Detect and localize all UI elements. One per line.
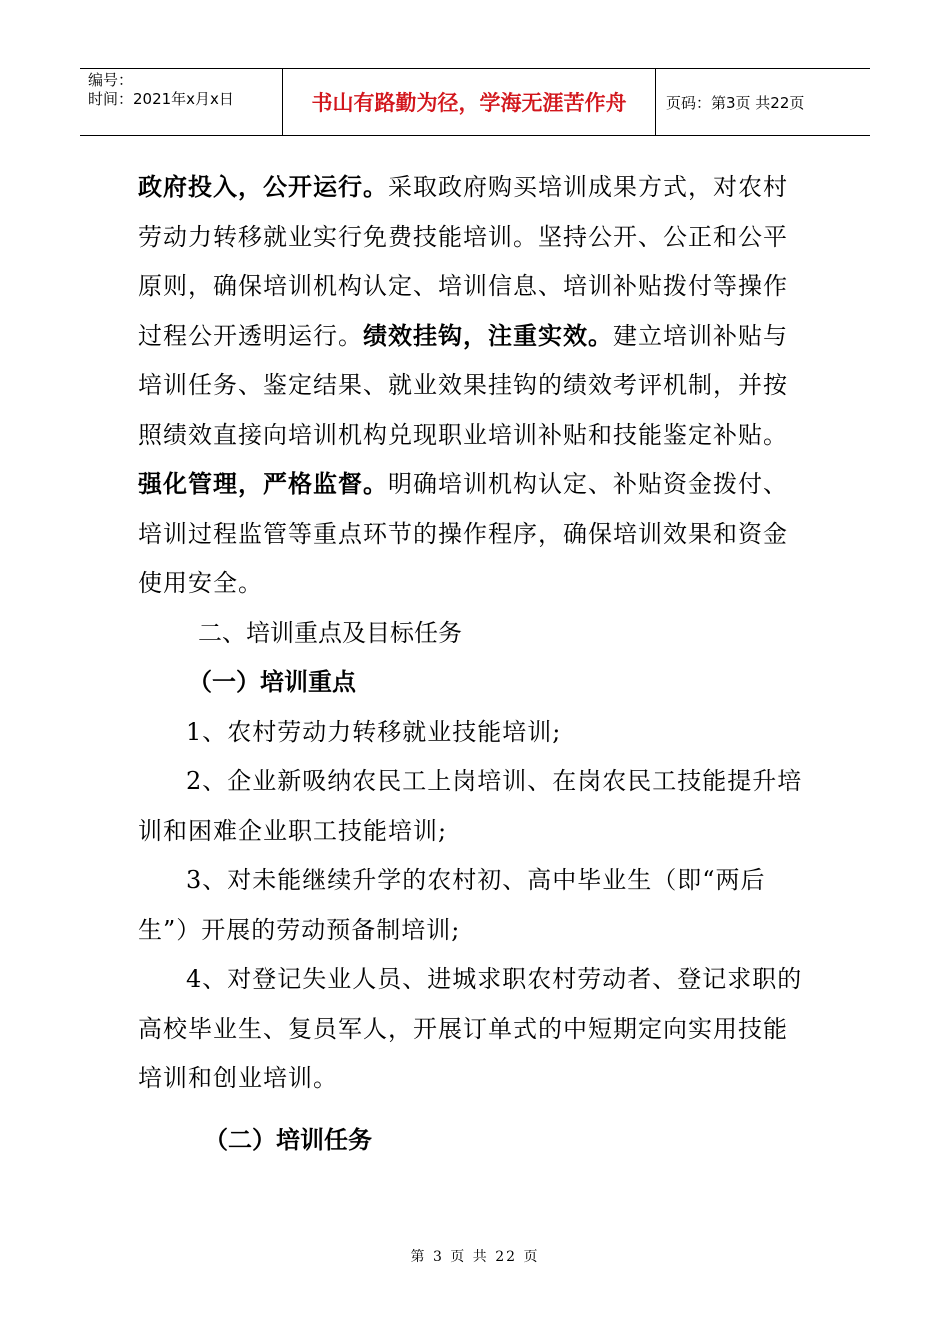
header-meta xyxy=(80,69,283,135)
document-header xyxy=(80,68,870,136)
header-page-info: 页码：第3页 共22页 xyxy=(666,93,805,112)
header-motto: 书山有路勤为径，学海无涯苦作舟 xyxy=(283,69,656,135)
section-heading: 二、培训重点及目标任务 xyxy=(198,618,462,647)
list-item: 3、对未能继续升学的农村初、高中毕业生（即“两后生”）开展的劳动预备制培训; xyxy=(138,866,766,944)
bold-phrase: 政府投入，公开运行。 xyxy=(138,173,388,201)
bold-phrase: 绩效挂钩，注重实效。 xyxy=(363,321,613,350)
time-label: 时间：2021年x月x日 xyxy=(88,90,234,108)
paragraph-text: 明确培训机构认定、补贴资金拨付、培训过程监管等重点环节的操作程序，确保培训效果和资金使用安全。 xyxy=(138,470,788,597)
paragraph-text: 建立培训补贴与培训任务、鉴定结果、就业效果挂钩的绩效考评机制，并按照绩效直接向培训机构兑现职业培训补贴和技能鉴定补贴。 xyxy=(138,321,788,449)
page-footer: 第 3 页 共 22 页 xyxy=(410,1249,540,1265)
subsection-heading: （一）培训重点 xyxy=(188,668,356,696)
paragraph-principles xyxy=(138,163,812,460)
list-item: 4、对登记失业人员、进城求职农村劳动者、登记求职的高校毕业生、复员军人，开展订单式的中短期定向实用技能培训和创业培训。 xyxy=(138,965,803,1092)
list-item: 1、农村劳动力转移就业技能培训; xyxy=(186,717,562,746)
paragraph-supervision xyxy=(138,460,812,609)
document-body xyxy=(138,163,812,1165)
subsection-heading: （二）培训任务 xyxy=(204,1125,372,1154)
bold-phrase: 强化管理，严格监督。 xyxy=(138,470,388,498)
list-item: 2、企业新吸纳农民工上岗培训、在岗农民工技能提升培训和困难企业职工技能培训; xyxy=(138,767,803,845)
paragraph-text: 采取政府购买培训成果方式，对农村劳动力转移就业实行免费技能培训。坚持公开、公正和公平原则，确保培训机构认定、培训信息、培训补贴拨付等操作过程公开透明运行。 xyxy=(138,173,788,350)
number-label: 编号： xyxy=(88,71,134,89)
